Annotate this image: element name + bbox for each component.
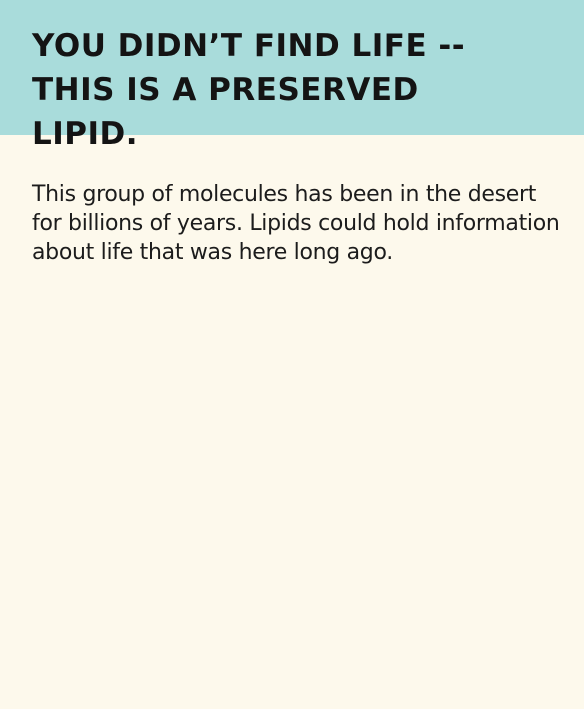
result-title: YOU DIDN’T FIND LIFE -- THIS IS A PRESERVED LIPID. xyxy=(32,28,466,152)
result-header xyxy=(0,0,584,152)
result-message: This group of molecules has been in the desert for billions of years. Lipids could hold information about life that was here long ago. xyxy=(32,182,560,265)
result-content xyxy=(0,135,584,267)
